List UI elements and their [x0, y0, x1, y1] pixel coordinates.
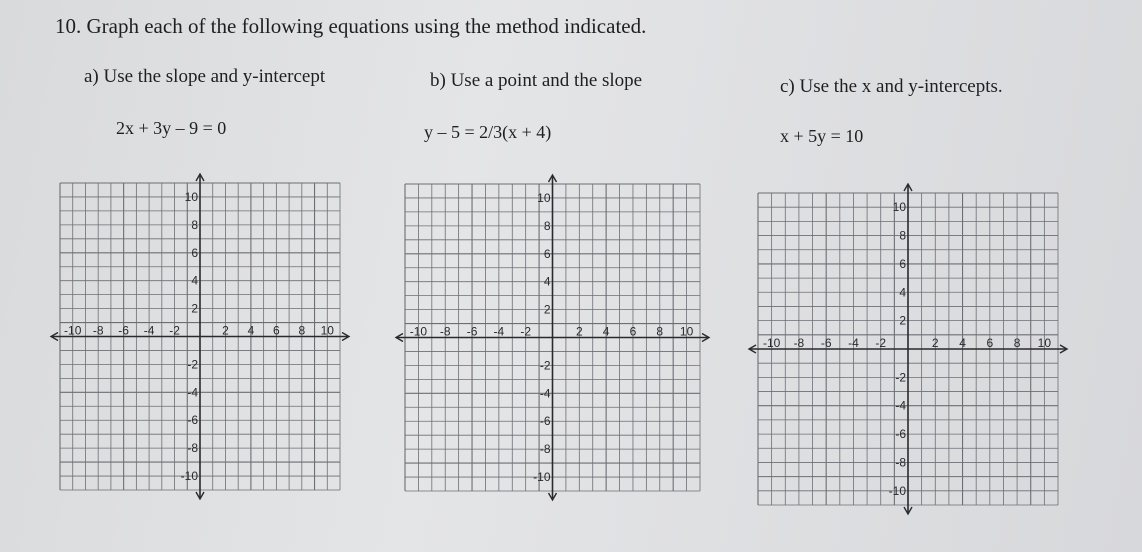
y-tick-label: 2: [899, 313, 906, 328]
x-tick-label: 8: [1013, 336, 1021, 350]
x-tick-label: -6: [118, 323, 129, 338]
y-tick-label: 2: [191, 301, 198, 316]
y-tick-label: -8: [539, 442, 551, 457]
y-tick-label: 6: [543, 246, 551, 261]
y-tick-label: 10: [892, 200, 906, 215]
x-tick-label: 4: [602, 324, 610, 339]
part-c-label: c) Use the x and y-intercepts.: [780, 76, 1003, 97]
x-tick-label: 8: [298, 323, 306, 338]
y-tick-label: -2: [539, 358, 551, 373]
x-tick-label: -8: [793, 336, 805, 350]
x-tick-label: 4: [959, 336, 966, 350]
y-tick-label: -6: [895, 427, 906, 442]
y-tick-label: 8: [191, 217, 198, 232]
y-tick-label: -2: [187, 357, 198, 372]
y-tick-label: -2: [895, 370, 906, 385]
x-tick-label: -4: [848, 336, 859, 350]
x-tick-label: 2: [931, 336, 939, 350]
y-tick-label: -10: [533, 470, 551, 485]
x-tick-label: -10: [762, 336, 781, 350]
part-c-coordinate-grid[interactable]: [748, 185, 1068, 515]
y-tick-label: 4: [543, 274, 551, 289]
x-tick-label: -8: [439, 324, 451, 339]
x-tick-label: -8: [92, 323, 104, 338]
x-tick-label: 2: [575, 324, 583, 339]
y-tick-label: 10: [537, 190, 551, 205]
x-tick-label: 2: [222, 323, 229, 338]
x-tick-label: -6: [466, 324, 478, 339]
x-tick-label: 10: [1037, 336, 1052, 350]
y-tick-label: -4: [895, 398, 906, 413]
part-a-equation: 2x + 3y – 9 = 0: [116, 118, 227, 138]
y-tick-label: 6: [899, 256, 906, 271]
x-tick-label: -10: [64, 323, 82, 338]
y-tick-label: 8: [899, 228, 906, 243]
y-tick-label: -10: [888, 483, 906, 498]
x-tick-label: -4: [143, 323, 155, 338]
y-tick-label: 6: [191, 245, 198, 260]
y-tick-label: -10: [180, 469, 198, 484]
y-tick-label: -4: [539, 386, 551, 401]
x-tick-label: 10: [320, 323, 334, 338]
y-tick-label: -6: [187, 413, 198, 428]
x-tick-label: -10: [409, 324, 428, 339]
x-tick-label: 10: [679, 324, 694, 339]
y-tick-label: -6: [539, 414, 551, 429]
x-tick-label: -2: [169, 323, 180, 338]
y-tick-label: -4: [187, 385, 198, 400]
part-b-coordinate-grid[interactable]: [395, 176, 710, 501]
x-tick-label: 4: [247, 323, 255, 338]
y-tick-label: 8: [543, 218, 551, 233]
problem-title: 10. Graph each of the following equations using the method indicated.: [55, 14, 647, 38]
x-tick-label: -4: [493, 324, 505, 339]
y-tick-label: 2: [543, 302, 551, 317]
part-a-coordinate-grid[interactable]: [50, 175, 350, 500]
y-tick-label: 10: [184, 189, 198, 204]
x-tick-label: -2: [875, 336, 887, 350]
y-tick-label: -8: [895, 455, 906, 470]
x-tick-label: 6: [986, 336, 994, 350]
x-tick-label: -6: [820, 336, 832, 350]
x-tick-label: 6: [273, 323, 280, 338]
x-tick-label: -2: [520, 324, 532, 339]
x-tick-label: 8: [656, 324, 664, 339]
y-tick-label: 4: [191, 273, 198, 288]
x-tick-label: 6: [629, 324, 637, 339]
y-tick-label: -8: [187, 441, 198, 456]
y-tick-label: 4: [899, 285, 906, 300]
part-a-label: a) Use the slope and y-intercept: [84, 66, 326, 87]
part-b-label: b) Use a point and the slope: [430, 70, 643, 91]
part-b-equation: y – 5 = 2/3(x + 4): [424, 122, 552, 142]
part-c-equation: x + 5y = 10: [780, 126, 864, 146]
